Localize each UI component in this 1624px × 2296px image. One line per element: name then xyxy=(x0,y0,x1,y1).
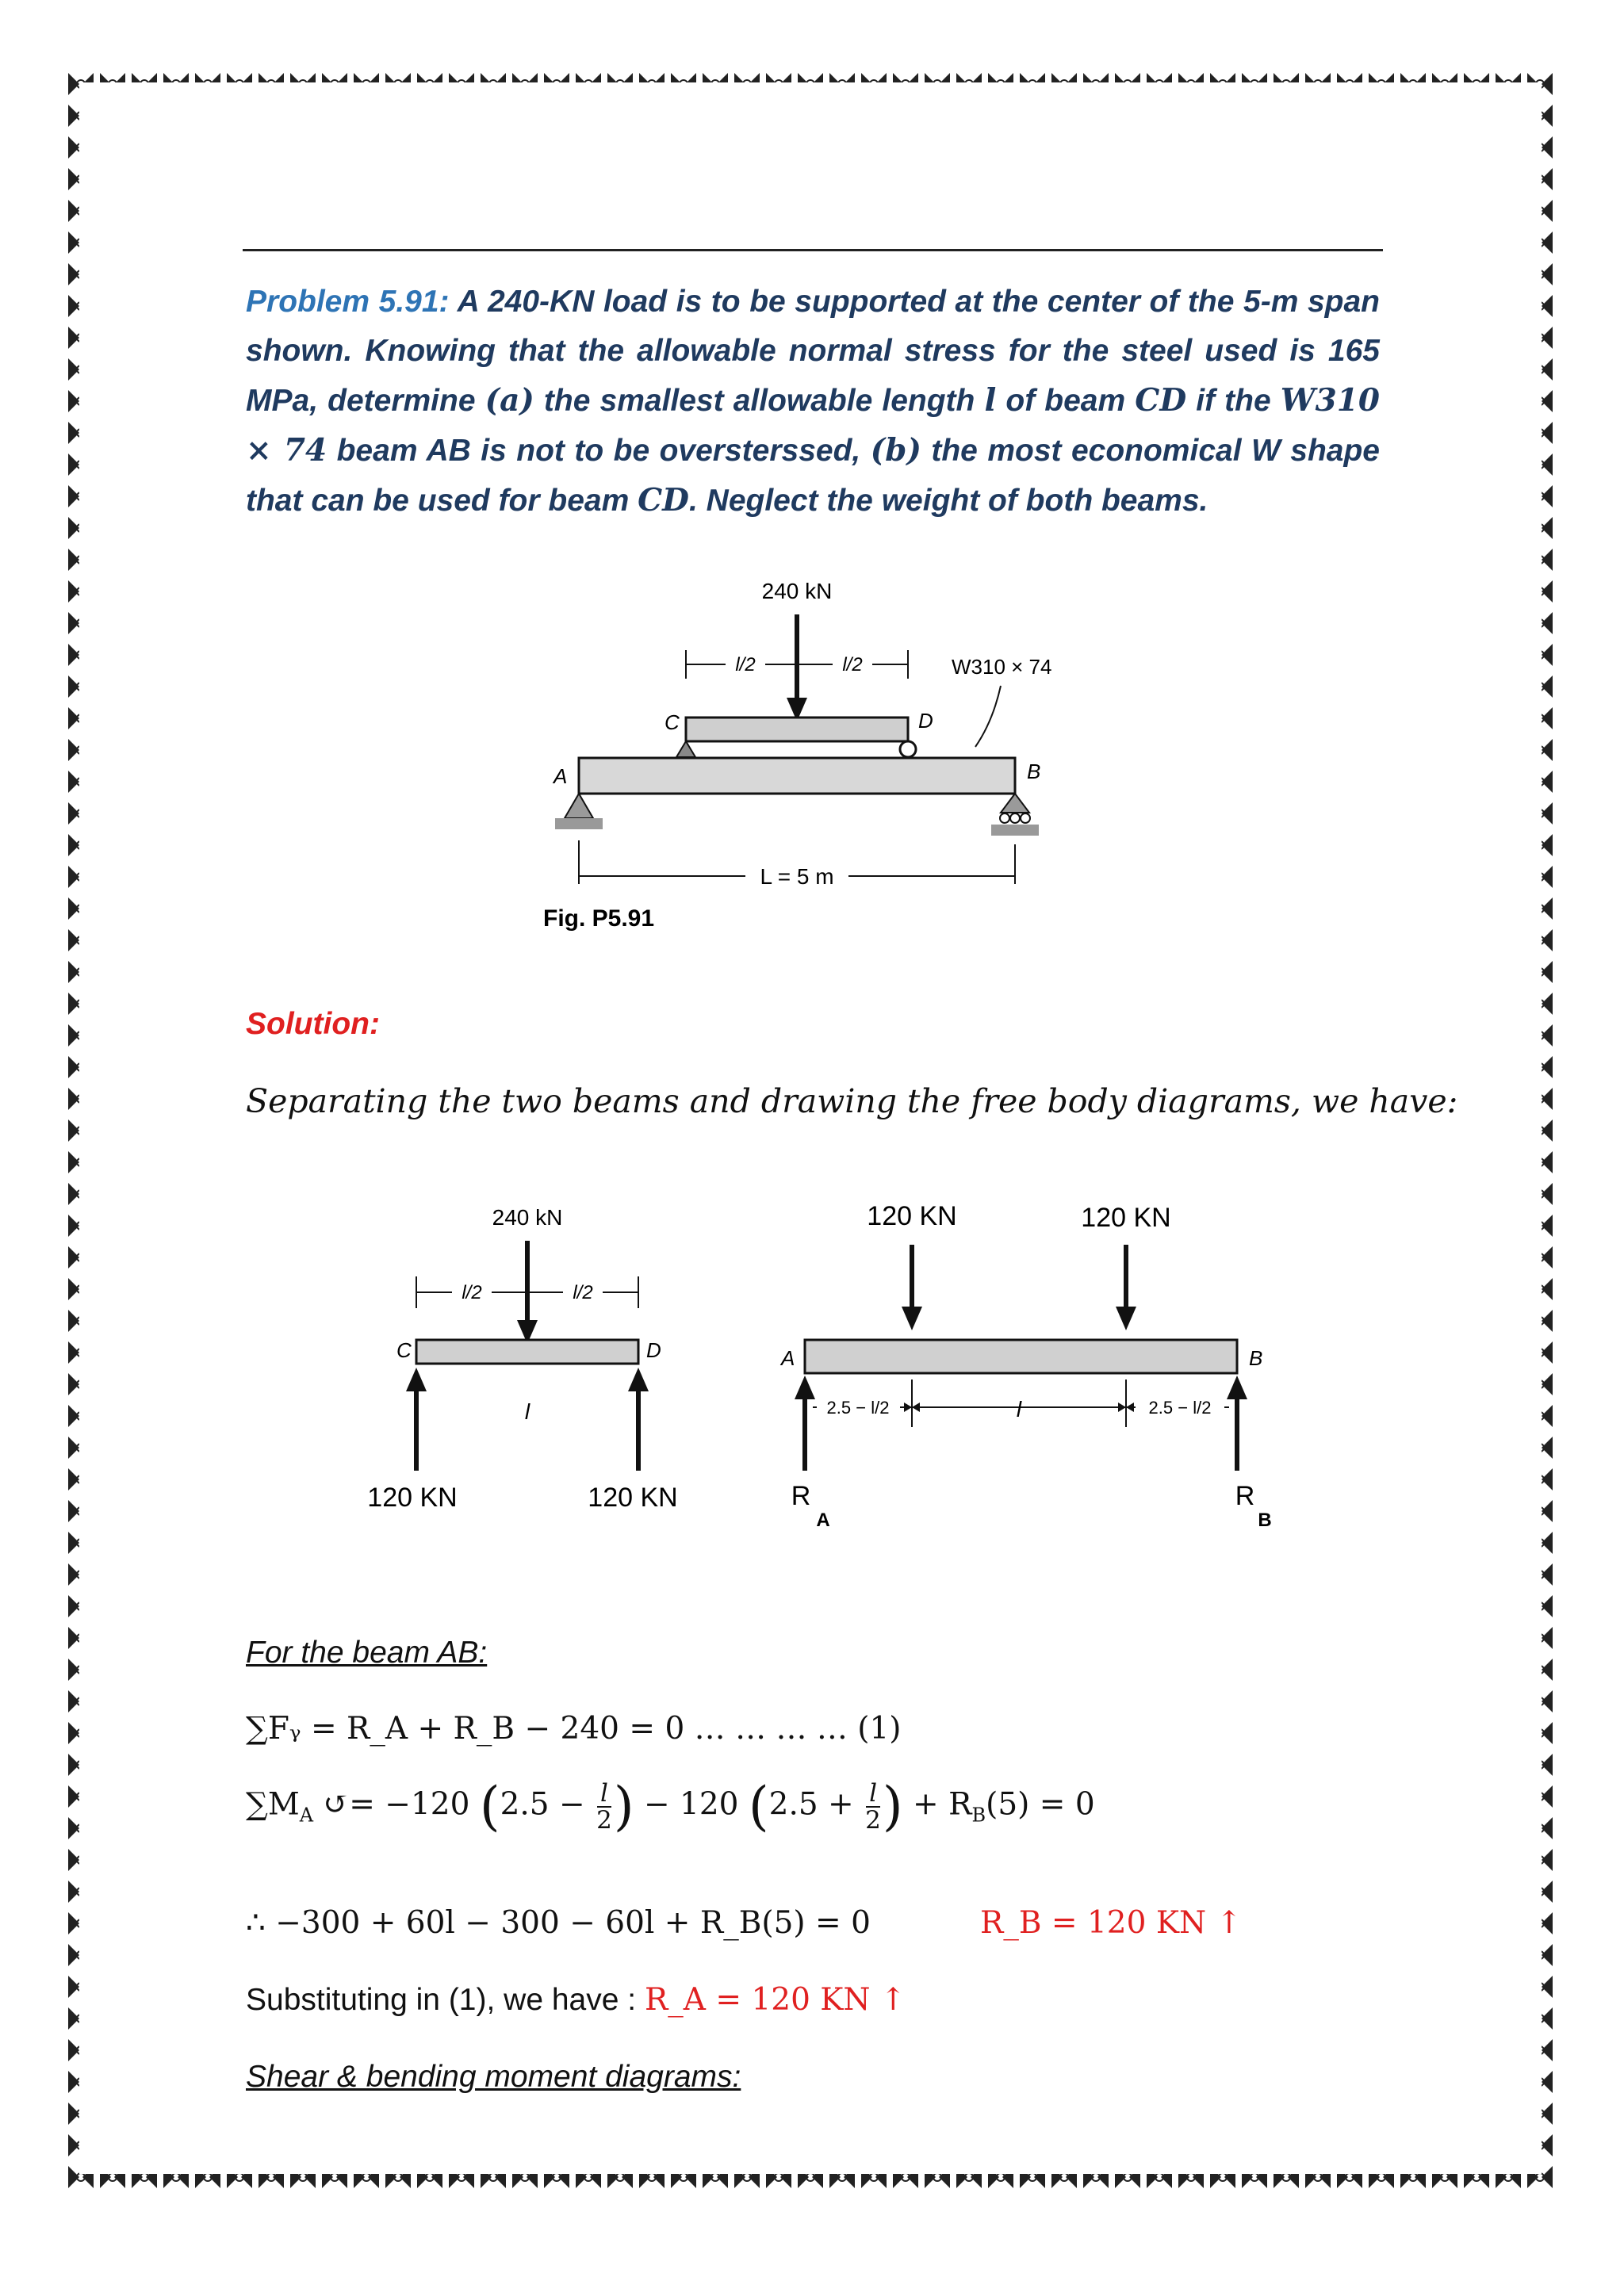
solution-label: Solution: xyxy=(246,1007,380,1041)
substituting-line xyxy=(246,1982,906,2018)
eq2-sub-b: B xyxy=(971,1804,986,1827)
problem-text: beam AB is not to be oversterssed, xyxy=(327,434,871,468)
cd-beam xyxy=(416,1340,638,1364)
equation-3: ∴ −300 + 60l − 300 − 60l + R_B(5) = 0 xyxy=(246,1905,871,1941)
eq2-part: 2.5 − xyxy=(500,1786,585,1823)
point-a: A xyxy=(553,764,568,788)
problem-statement xyxy=(246,277,1380,526)
frac-num: l xyxy=(597,1781,611,1808)
cd-length: l xyxy=(524,1399,530,1424)
ab-point-a: A xyxy=(781,1346,795,1370)
cd-half-right: l/2 xyxy=(573,1282,593,1303)
ab-dim-right: 2.5 − l/2 xyxy=(1148,1398,1212,1418)
point-d: D xyxy=(918,709,933,733)
math-l: l xyxy=(984,382,997,419)
point-c: C xyxy=(665,710,680,734)
ab-ra: R xyxy=(791,1481,811,1511)
beam-ab xyxy=(579,758,1015,794)
ab-load-left-arrow xyxy=(902,1307,922,1330)
header-rule xyxy=(243,249,1383,251)
beam-cd xyxy=(686,718,908,741)
point-b: B xyxy=(1027,760,1041,783)
span-label: L = 5 m xyxy=(760,864,834,889)
ab-dim-left: 2.5 − l/2 xyxy=(826,1398,890,1418)
figure-p591 xyxy=(508,571,1110,943)
cd-reaction-right: 120 KN xyxy=(588,1483,678,1513)
cd-reaction-right-arrow xyxy=(628,1368,649,1391)
beam-ab-heading: For the beam AB: xyxy=(246,1636,488,1670)
ra-result: R_A = 120 KN ↑ xyxy=(644,1982,906,2018)
frac-num: l xyxy=(866,1781,880,1808)
ab-load-right-arrow xyxy=(1116,1307,1136,1330)
equation-1: ∑Fᵧ = R_A + R_B − 240 = 0 … … … … (1) xyxy=(246,1711,902,1747)
frac-den: 2 xyxy=(865,1805,881,1835)
ab-load-left: 120 KN xyxy=(867,1201,957,1231)
ab-point-b: B xyxy=(1249,1346,1263,1370)
ab-dim-mid: l xyxy=(1016,1397,1022,1422)
half-left: l/2 xyxy=(735,654,756,675)
pin-support-a xyxy=(565,794,593,818)
problem-text: the smallest allowable length xyxy=(534,384,985,418)
ab-load-right: 120 KN xyxy=(1081,1203,1171,1233)
problem-label: Problem 5.91: xyxy=(246,285,450,319)
load-label: 240 kN xyxy=(761,579,833,603)
fbd-beam-cd xyxy=(349,1189,714,1522)
ab-ra-sub: A xyxy=(816,1510,830,1531)
eq2-part: (5) = 0 xyxy=(986,1786,1095,1823)
problem-text: A 240-KN load is to be supported at the center of the 5-m span shown. Knowing that the allowable normal stress for the steel used is 165 MPa, determine xyxy=(246,285,1380,418)
paren-close: ) xyxy=(882,1776,903,1837)
eq2-sum-m: ∑M xyxy=(246,1786,300,1823)
problem-text: if the xyxy=(1186,384,1281,418)
math-cd: CD xyxy=(638,482,689,519)
ab-rb-sub: B xyxy=(1258,1510,1272,1531)
cd-load-label: 240 kN xyxy=(492,1205,563,1230)
separating-text: Separating the two beams and drawing the free body diagrams, we have: xyxy=(246,1082,1458,1120)
paren-close: ) xyxy=(613,1776,634,1837)
equation-2 xyxy=(246,1776,1095,1837)
fraction-l-over-2 xyxy=(865,1778,881,1835)
problem-text: of beam xyxy=(996,384,1136,418)
cd-point-c: C xyxy=(396,1338,412,1362)
ab-rb: R xyxy=(1235,1481,1255,1511)
eq2-part: + R xyxy=(913,1786,972,1823)
eq2-part: ↺= −120 xyxy=(313,1786,470,1823)
eq2-part: − 120 xyxy=(643,1786,739,1823)
paren-open: ( xyxy=(479,1776,500,1837)
math-a: (a) xyxy=(485,382,534,419)
eq2-part: 2.5 + xyxy=(768,1786,854,1823)
problem-text: the most economical W shape that can be used for beam xyxy=(246,434,1380,518)
eq2-sub-a: A xyxy=(299,1804,314,1827)
cd-point-d: D xyxy=(646,1338,661,1362)
fraction-l-over-2 xyxy=(596,1778,612,1835)
paren-open: ( xyxy=(748,1776,769,1837)
ab-reaction-b-arrow xyxy=(1227,1376,1247,1399)
math-w310: W310 × 74 xyxy=(246,382,1380,469)
problem-text: . Neglect the weight of both beams. xyxy=(688,484,1208,518)
cd-reaction-left: 120 KN xyxy=(367,1483,458,1513)
cd-half-left: l/2 xyxy=(462,1282,482,1303)
math-b: (b) xyxy=(870,432,921,469)
shear-heading: Shear & bending moment diagrams: xyxy=(246,2060,741,2094)
cd-reaction-left-arrow xyxy=(406,1368,427,1391)
half-right: l/2 xyxy=(842,654,863,675)
frac-den: 2 xyxy=(596,1805,612,1835)
rb-result: R_B = 120 KN ↑ xyxy=(980,1905,1243,1941)
ab-beam xyxy=(805,1340,1237,1373)
fbd-beam-ab xyxy=(769,1189,1293,1546)
figure-caption: Fig. P5.91 xyxy=(543,905,655,932)
section-label: W310 × 74 xyxy=(952,655,1052,679)
substituting-text: Substituting in (1), we have : xyxy=(246,1983,645,2017)
ab-reaction-a-arrow xyxy=(795,1376,815,1399)
roller-support-b xyxy=(1001,794,1029,813)
math-cd: CD xyxy=(1135,382,1187,419)
